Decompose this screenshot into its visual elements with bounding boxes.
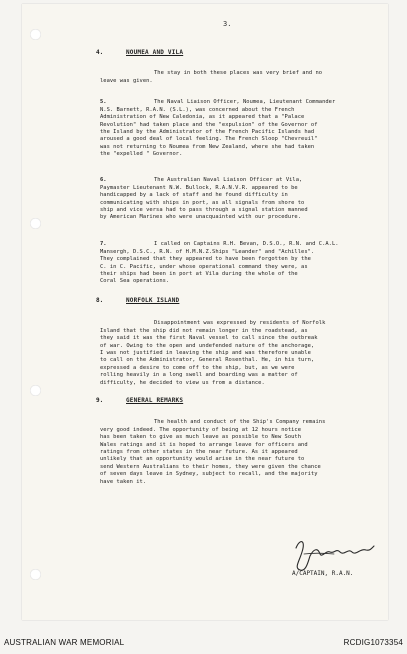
section-number: 4. xyxy=(96,49,104,56)
paragraph-text: The Naval Liaison Officer, Noumea, Lieutenant Commander N.S. Barnett, R.A.N. (S.L.), was concerned about the French Administration of New Caledonia, as it appeared that a "Palace Revolution" had taken place and the "expulsion" of the Governor of the Island by the Administrator of the French Pacific Islands had aroused a good deal of local feeling. The French Sloop "Chevreuil" was not returning to Noumea from New Zealand, where she had taken the "expelled " Governor. xyxy=(100,99,336,158)
punch-hole-top xyxy=(30,29,41,40)
punch-hole-middle xyxy=(30,218,41,229)
section-heading-general-remarks xyxy=(96,397,183,404)
section-number: 8. xyxy=(96,297,104,304)
paragraph-text: The stay in both these places was very brief and no leave was given. xyxy=(100,70,323,84)
paragraph-text: The health and conduct of the Ship's Company remains very good indeed. The opportunity of being at 12 hours notice has been taken to give as much leave as possible to New South Wales ratings and it is hoped to arrange leave for officers and ratings from other states in the near future. As it appeared unlikely that an opportunity would arise in the near future to send Western Australians to their homes, they were given the chance of seven days leave in Sydney, subject to recall, and the majority have taken it. xyxy=(100,419,326,485)
section-heading-noumea-vila xyxy=(96,49,183,56)
paragraph-number: 7. xyxy=(100,241,107,248)
punch-hole-lower xyxy=(30,385,41,396)
paragraph-number: 5. xyxy=(100,99,107,106)
paragraph-7-captains xyxy=(100,234,382,286)
section-title: GENERAL REMARKS xyxy=(126,397,184,404)
paragraph-6-vila xyxy=(100,170,382,222)
paragraph-4-leave xyxy=(100,63,382,85)
paragraph-number: 6. xyxy=(100,177,107,184)
paragraph-text: I called on Captains R.H. Bevan, D.S.O., R.N. and C.A.L. Mansergh, D.S.C., R.N. of H.M.N.Z.Ships "Leander" and "Achilles". They complained that they appeared to have been forgotten by the C. in C. Pacific, under whose operational command they were, as their ships had been in port at Vila during the whole of the Coral Sea operations. xyxy=(100,241,339,285)
footer-record-id: RCDIG1073354 xyxy=(343,638,403,647)
paragraph-text: Disappointment was expressed by residents of Norfolk Island that the ship did not remain longer in the roadstead, as they said it was the first Naval vessel to call since the outbreak of war. Owing to the open and undefended nature of the anchorage, I was not justified in leaving the ship and was therefore unable to call on the Administrator, General Rosenthal. He, in his turn, expressed a desire to come off to the ship, but, as we were rolling heavily in a long swell and boarding was a matter of difficulty, he decided to view us from a distance. xyxy=(100,320,326,386)
paragraph-9-general xyxy=(100,412,382,486)
punch-hole-bottom xyxy=(30,569,41,580)
page-number: 3. xyxy=(223,20,232,28)
section-number: 9. xyxy=(96,397,104,404)
footer-archive-name: AUSTRALIAN WAR MEMORIAL xyxy=(4,638,125,647)
section-heading-norfolk-island xyxy=(96,297,179,304)
paragraph-8-norfolk xyxy=(100,313,382,387)
signature-block: A/CAPTAIN, R.A.N. xyxy=(292,570,354,577)
paragraph-text: The Australian Naval Liaison Officer at Vila, Paymaster Lieutenant N.W. Bullock, R.A.N.V.R. appeared to be handicapped by a lack of staff and he found difficulty in communicating with ships in port, as all signals from shore to ship and vice versa had to pass through a signal station manned by American Marines who were unacquainted with our procedure. xyxy=(100,177,308,221)
paragraph-5-noumea xyxy=(100,92,382,159)
document-page xyxy=(22,4,388,620)
section-title: NOUMEA AND VILA xyxy=(126,49,184,56)
section-title: NORFOLK ISLAND xyxy=(126,297,180,304)
